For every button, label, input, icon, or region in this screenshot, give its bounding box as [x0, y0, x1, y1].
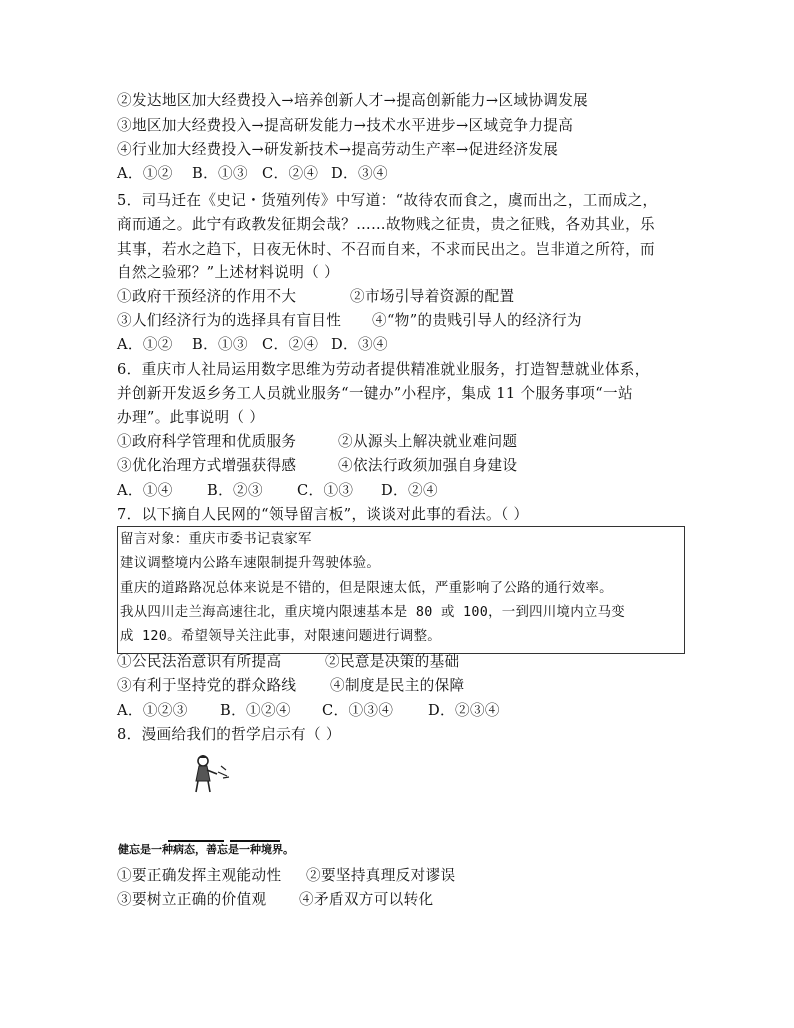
question-text: 8．漫画给我们的哲学启示有（ ） — [117, 726, 341, 743]
question-text: 7．以下摘自人民网的“领导留言板”，谈谈对此事的看法。（ ） — [117, 506, 529, 523]
question-text: 5．司马迁在《史记・货殖列传》中写道：“故待农而食之，虞而出之，工而成之， — [117, 192, 658, 209]
choice-b: B．①③ — [192, 165, 248, 182]
choice-c: C．②④ — [262, 336, 319, 353]
statement: ①公民法治意识有所提高 — [117, 653, 282, 670]
cartoon-caption — [118, 842, 294, 858]
statement-line — [117, 287, 514, 307]
choice-b: B．①②④ — [220, 702, 291, 719]
message-line: 重庆的道路路况总体来说是不错的，但是限速太低，严重影响了公路的通行效率。 — [120, 581, 613, 596]
statement: ④依法行政须加强自身建设 — [338, 457, 518, 474]
choice-d: D．②③④ — [428, 702, 500, 719]
statement: ④制度是民主的保障 — [330, 677, 465, 694]
statement: ③要树立正确的价值观 — [117, 891, 267, 908]
statement-line — [117, 432, 517, 452]
answer-choices — [117, 335, 388, 355]
question-text: 自然之验邪？”上述材料说明（ ） — [117, 264, 340, 281]
answer-choices — [117, 481, 438, 501]
message-board-box — [117, 526, 685, 654]
statement-line — [117, 890, 434, 910]
choice-a: A．①②③ — [117, 702, 188, 719]
caption-text: 健忘是一种病态，善忘是一种境界。 — [118, 843, 294, 856]
question-text: 并创新开发返乡务工人员就业服务“一键办”小程序，集成 11 个服务事项“一站 — [117, 385, 633, 402]
statement-line — [117, 866, 455, 886]
statement: ①政府科学管理和优质服务 — [117, 433, 297, 450]
answer-choices — [117, 701, 500, 721]
choice-b: B．①③ — [192, 336, 248, 353]
answer-choices — [117, 164, 388, 184]
statement: ③有利于坚持党的群众路线 — [117, 677, 297, 694]
statement: ③优化治理方式增强获得感 — [117, 457, 297, 474]
question-text: 办理”。此事说明（ ） — [117, 409, 265, 426]
statement: ②要坚持真理反对谬误 — [306, 867, 456, 884]
statement-line — [117, 456, 517, 476]
option-line: ④行业加大经费投入→研发新技术→提高劳动生产率→促进经济发展 — [117, 141, 559, 158]
choice-a: A．①④ — [117, 482, 173, 499]
choice-b: B．②③ — [207, 482, 263, 499]
option-line: ③地区加大经费投入→提高研发能力→技术水平进步→区域竞争力提高 — [117, 117, 574, 134]
statement: ①政府干预经济的作用不大 — [117, 288, 297, 305]
message-line: 建议调整境内公路车速限制提升驾驶体验。 — [120, 556, 381, 571]
choice-d: D．②④ — [381, 482, 438, 499]
caption-underline — [168, 840, 224, 842]
choice-d: D．③④ — [331, 336, 388, 353]
choice-c: C．②④ — [262, 165, 319, 182]
choice-c: C．①③④ — [322, 702, 394, 719]
question-text: 其事，若水之趋下，日夜无休时、不召而自来，不求而民出之。岂非道之所符，而 — [117, 241, 655, 258]
choice-a: A．①② — [117, 336, 173, 353]
statement-line — [117, 652, 460, 672]
question-text: 6．重庆市人社局运用数字思维为劳动者提供精准就业服务，打造智慧就业体系， — [117, 361, 650, 378]
choice-c: C．①③ — [297, 482, 354, 499]
statement: ④“物”的贵贱引导人的经济行为 — [372, 312, 582, 329]
statement-line — [117, 311, 582, 331]
statement-line — [117, 676, 465, 696]
choice-a: A．①② — [117, 165, 173, 182]
statement: ①要正确发挥主观能动性 — [117, 867, 282, 884]
cartoon-image — [185, 748, 245, 798]
question-text: 商而通之。此宁有政教发征期会哉？……故物贱之征贵，贵之征贱，各劝其业，乐 — [117, 216, 655, 233]
statement: ④矛盾双方可以转化 — [299, 891, 434, 908]
statement: ②从源头上解决就业难问题 — [338, 433, 518, 450]
statement: ②市场引导着资源的配置 — [350, 288, 515, 305]
statement: ③人们经济行为的选择具有盲目性 — [117, 312, 342, 329]
statement: ②民意是决策的基础 — [325, 653, 460, 670]
message-line: 留言对象：重庆市委书记袁家军 — [120, 532, 312, 547]
choice-d: D．③④ — [331, 165, 388, 182]
option-line: ②发达地区加大经费投入→培养创新人才→提高创新能力→区域协调发展 — [117, 92, 589, 109]
message-line: 我从四川走兰海高速往北，重庆境内限速基本是 80 或 100，一到四川境内立马变 — [120, 605, 625, 620]
caption-underline — [230, 840, 280, 842]
message-line: 成 120。希望领导关注此事，对限速问题进行调整。 — [120, 629, 441, 644]
